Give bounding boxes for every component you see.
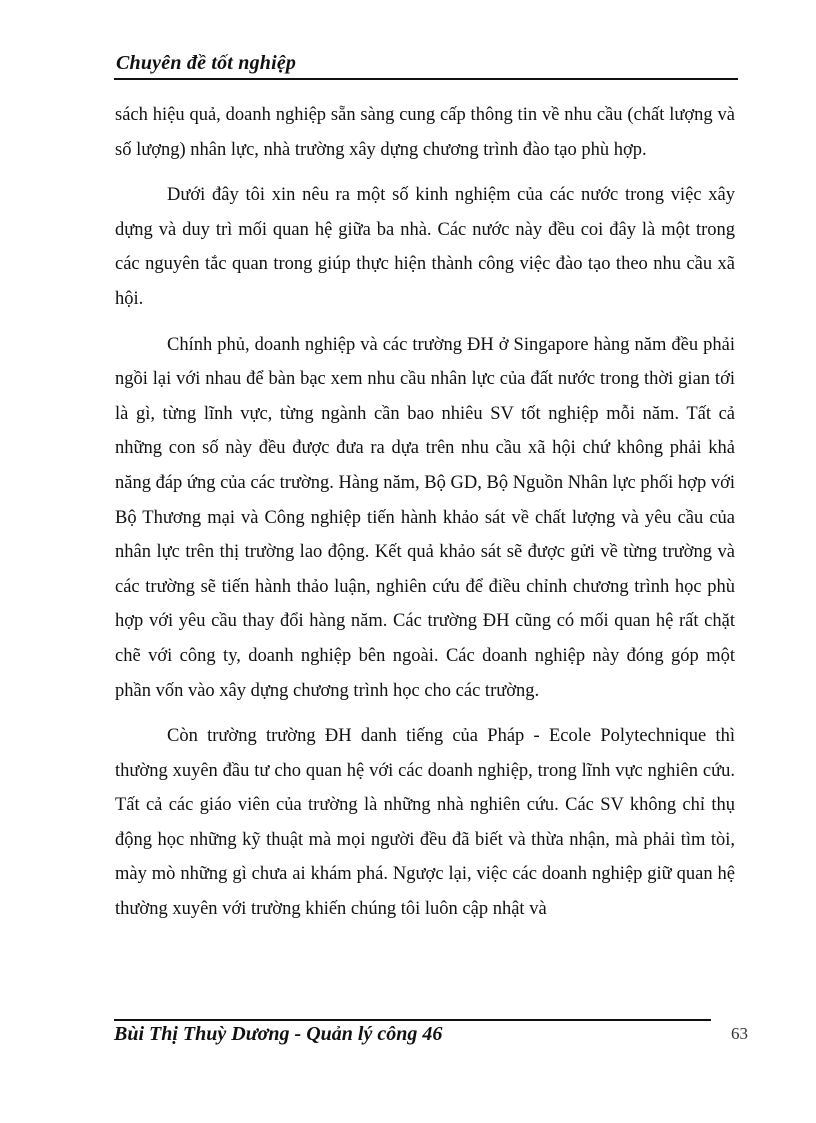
paragraph-3: Chính phủ, doanh nghiệp và các trường ĐH ở Singapore hàng năm đều phải ngồi lại với nhau để bàn bạc xem nhu cầu nhân lực của đất nước trong thời gian tới là gì, từng lĩnh vực, từng ngành cần bao nhiêu SV tốt nghiệp mỗi năm. Tất cả những con số này đều được đưa ra dựa trên nhu cầu xã hội chứ không phải khả năng đáp ứng của các trường. Hàng năm, Bộ GD, Bộ Nguồn Nhân lực phối hợp với Bộ Thương mại và Công nghiệp tiến hành khảo sát về chất lượng và yêu cầu của nhân lực trên thị trường lao động. Kết quả khảo sát sẽ được gửi về từng trường và các trường sẽ tiến hành thảo luận, nghiên cứu để điều chỉnh chương trình học phù hợp với yêu cầu thay đổi hàng năm. Các trường ĐH cũng có mối quan hệ rất chặt chẽ với công ty, doanh nghiệp bên ngoài. Các doanh nghiệp này đóng góp một phần vốn vào xây dựng chương trình học cho các trường. — [115, 334, 735, 701]
paragraph-1: sách hiệu quả, doanh nghiệp sẵn sàng cung cấp thông tin về nhu cầu (chất lượng và số lượng) nhân lực, nhà trường xây dựng chương trình đào tạo phù hợp. — [115, 105, 735, 160]
body-text — [115, 98, 735, 938]
paragraph-2: Dưới đây tôi xin nêu ra một số kinh nghiệm của các nước trong việc xây dựng và duy trì mối quan hệ giữa ba nhà. Các nước này đều coi đây là một trong các nguyên tắc quan trong giúp thực hiện thành công việc đào tạo theo nhu cầu xã hội. — [115, 185, 735, 309]
page-header-title: Chuyên đề tốt nghiệp — [116, 52, 297, 74]
paragraph-4: Còn trường trường ĐH danh tiếng của Pháp - Ecole Polytechnique thì thường xuyên đầu tư cho quan hệ với các doanh nghiệp, trong lĩnh vực nghiên cứu. Tất cả các giáo viên của trường là những nhà nghiên cứu. Các SV không chỉ thụ động học những kỹ thuật mà mọi người đều đã biết và thừa nhận, mà phải tìm tòi, mày mò những gì chưa ai khám phá. Ngược lại, việc các doanh nghiệp giữ quan hệ thường xuyên với trường khiến chúng tôi luôn cập nhật và — [115, 726, 735, 920]
footer-author: Bùi Thị Thuỳ Dương - Quản lý công 46 — [114, 1023, 443, 1045]
header-rule — [114, 78, 738, 80]
footer-rule — [114, 1019, 711, 1021]
page-number: 63 — [731, 1024, 748, 1043]
